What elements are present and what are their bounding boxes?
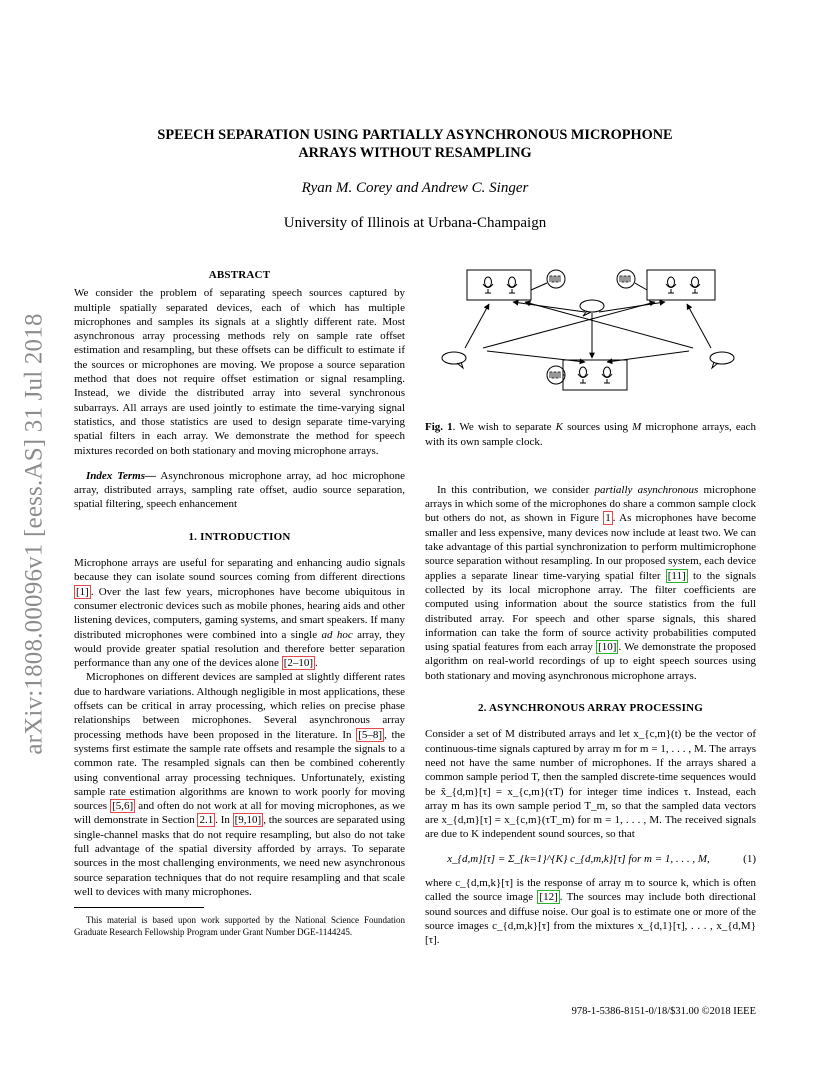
footnote-rule: [74, 907, 204, 908]
microphone-icon: [602, 367, 612, 383]
abstract-text: We consider the problem of separating speech sources captured by multiple spatially separated devices, each of which has multiple microphones and samples its signals at a slightly different rate. Most asynchronous array processing methods rely on sample rate offset estimation and resampling, but these offsets can be difficult to estimate if the sources or microphones are moving. We propose a source separation method that does not require offset estimation or signal resampling. Instead, we divide the distributed array into several synchronous subarrays. All arrays are used jointly to estimate the time-varying signal statistics, and those statistics are used to design separate time-varying spatial filters in each array. We demonstrate the method for speech mixtures recorded on both stationary and moving microphone arrays.: [74, 287, 405, 457]
arxiv-stamp-text: arXiv:1808.00096v1 [eess.AS] 31 Jul 2018: [21, 313, 48, 755]
citation-link[interactable]: [2–10]: [283, 657, 314, 670]
figure-link[interactable]: 1: [605, 512, 611, 525]
body-text: microphone arrays in which some of the microphones do share a common sample clock but others do not, as shown in Figure: [425, 483, 756, 525]
intro-paragraph-2: [74, 670, 405, 899]
right-column: [425, 262, 756, 948]
intro-heading: 1. INTRODUCTION: [188, 530, 291, 543]
caption-symbol: K: [555, 421, 563, 434]
figure-1-diagram: [425, 262, 756, 404]
citation-link[interactable]: [11]: [667, 569, 686, 582]
index-terms-text: Asynchronous microphone array, ad hoc microphone array, distributed arrays, sampling rate offset, audio source separation, spatial filtering, speech enhancement: [74, 469, 405, 511]
sound-source-icon: [442, 352, 466, 364]
abstract-heading: ABSTRACT: [208, 269, 271, 281]
citation-link[interactable]: [5,6]: [112, 800, 134, 813]
caption-text: sources using: [562, 421, 633, 434]
figure-caption: [425, 420, 756, 449]
arxiv-stamp: [6, 288, 64, 780]
paper-affiliation: University of Illinois at Urbana-Champaign: [283, 215, 547, 231]
body-text: to the signals collected by its local microphone array. The filter coefficients are computed using information about the source statistics from the full distributed array. For speech and other sparse signals, this shared information can take the form of source activity probabilities computed using spatial features from each array: [425, 569, 756, 654]
body-text: In this contribution, we consider: [437, 483, 595, 496]
microphone-array-box: [467, 270, 531, 300]
sound-source-icon: [580, 300, 604, 312]
citation-link[interactable]: [10]: [598, 641, 617, 654]
section-2-heading: 2. ASYNCHRONOUS ARRAY PROCESSING: [477, 702, 703, 715]
section-2-paragraph-2: [425, 876, 756, 947]
citation-link[interactable]: [5–8]: [358, 728, 383, 741]
citation-link[interactable]: [9,10]: [234, 814, 262, 827]
intro-text: , the sources are separated using single-channel masks that do not require resampling, but also do not take full advantage of the spatial diversity afforded by arrays. To separate sources in the most challenging environments, we need new asynchronous source separation techniques that do not require resampling and that scale well to devices with many microphones.: [74, 814, 405, 898]
caption-symbol: M: [632, 421, 642, 434]
microphone-array-box: [563, 360, 627, 390]
intro-text: , the systems first estimate the sample rate offsets and resample the signals to a common rate. The resampled signals can then be combined coherently using conventional array processing techniques. Unfortunately, existing sample rate estimation algorithms are known to work poorly for moving sources: [74, 728, 405, 813]
intro-text: array, they would provide greater spatial resolution and therefore better separation performance than any one of the devices alone: [74, 628, 405, 670]
citation-link[interactable]: [1]: [76, 585, 89, 598]
left-column: [74, 268, 405, 938]
microphone-icon: [507, 277, 517, 293]
intro-emphasis: ad hoc: [321, 628, 353, 641]
intro-text: and often do not work at all for moving microphones, as we will demonstrate in Section: [74, 800, 405, 827]
section-link[interactable]: 2.1: [199, 814, 214, 827]
intro-text: . Over the last few years, microphones have become ubiquitous in consumer electronic devices such as mobile phones, hearing aids and other listening devices, computers, gaming systems, and smart speakers. If many distributed microphones were combined into a single: [74, 585, 405, 641]
intro-text: .: [315, 657, 318, 670]
body-text: . The sources may include both directional sound sources and diffuse noise. Our goal is to estimate one or more of the source images c_{d,m,k}[τ] from the mixtures x_{d,1}[τ], . . . , x_{d,M}[τ].: [425, 891, 756, 947]
microphone-array-box: [647, 270, 715, 300]
paper-title: SPEECH SEPARATION USING PARTIALLY ASYNCHRONOUS MICROPHONE ARRAYS WITHOUT RESAMPLING: [157, 127, 673, 161]
contribution-paragraph: [425, 483, 756, 683]
intro-paragraph-1: [74, 556, 405, 670]
body-text: . As microphones have become smaller and less expensive, many devices now include at least two. We can take advantage of this partial synchronization to perform multimicrophone source separation without resampling. In our proposed system, each device applies a separate linear time-varying spatial filter: [425, 512, 756, 582]
body-emphasis: partially asynchronous: [594, 483, 699, 496]
caption-text: . We wish to separate: [452, 421, 556, 434]
body-text: where c_{d,m,k}[τ] is the response of array m to source k, which is often called the source image: [425, 877, 756, 904]
intro-text: Microphone arrays are useful for separating and enhancing audio signals because they can isolate sound sources coming from different directions: [74, 557, 405, 584]
microphone-icon: [690, 277, 700, 293]
equation-1: [425, 852, 756, 866]
figure-caption-label: Fig. 1: [425, 421, 453, 434]
citation-link[interactable]: [12]: [539, 891, 558, 904]
index-terms: [74, 469, 405, 512]
microphone-icon: [666, 277, 676, 293]
paper-authors: Ryan M. Corey and Andrew C. Singer: [301, 180, 529, 196]
footnote: This material is based upon work supported by the National Science Foundation Graduate Research Fellowship Program under Grant Number DGE-1144245.: [74, 915, 405, 938]
microphone-icon: [578, 367, 588, 383]
microphone-icon: [483, 277, 493, 293]
equation-body: x_{d,m}[τ] = Σ_{k=1}^{K} c_{d,m,k}[τ] for m = 1, . . . , M,: [447, 852, 710, 865]
equation-number: (1): [743, 852, 756, 865]
section-2-paragraph-1: Consider a set of M distributed arrays and let x_{c,m}(t) be the vector of continuous-time signals captured by array m for m = 1, . . . , M. The arrays need not have the same number of microphones. If the arrays shared a common sample period T, then the sampled discrete-time sequences would be x̃_{d,m}[τ] = x_{c,m}(τT) for integer time indices τ. Instead, each array m has its own sample period T_m, so that the sampled data vectors are x_{d,m}[τ] = x_{c,m}(τT_m) for m = 1, . . . , M. The received signals are due to K independent sound sources, so that: [425, 728, 756, 841]
body-text: . We demonstrate the proposed algorithm on real-world recordings of up to eight speech sources using both stationary and moving asynchronous microphone arrays.: [425, 641, 756, 682]
caption-text: microphone arrays, each with its own sample clock.: [425, 421, 756, 448]
intro-text: . In: [215, 814, 233, 827]
intro-text: Microphones on different devices are sampled at slightly different rates due to hardware variations. Although negligible in most applications, these offsets can be critical in array processing, which relies on precise phase relationships between microphones. Several asynchronous array processing methods have been proposed in the literature. In: [74, 671, 405, 741]
isbn-copyright-line: 978-1-5386-8151-0/18/$31.00 ©2018 IEEE: [571, 1006, 756, 1017]
index-terms-label: Index Terms—: [86, 469, 157, 482]
